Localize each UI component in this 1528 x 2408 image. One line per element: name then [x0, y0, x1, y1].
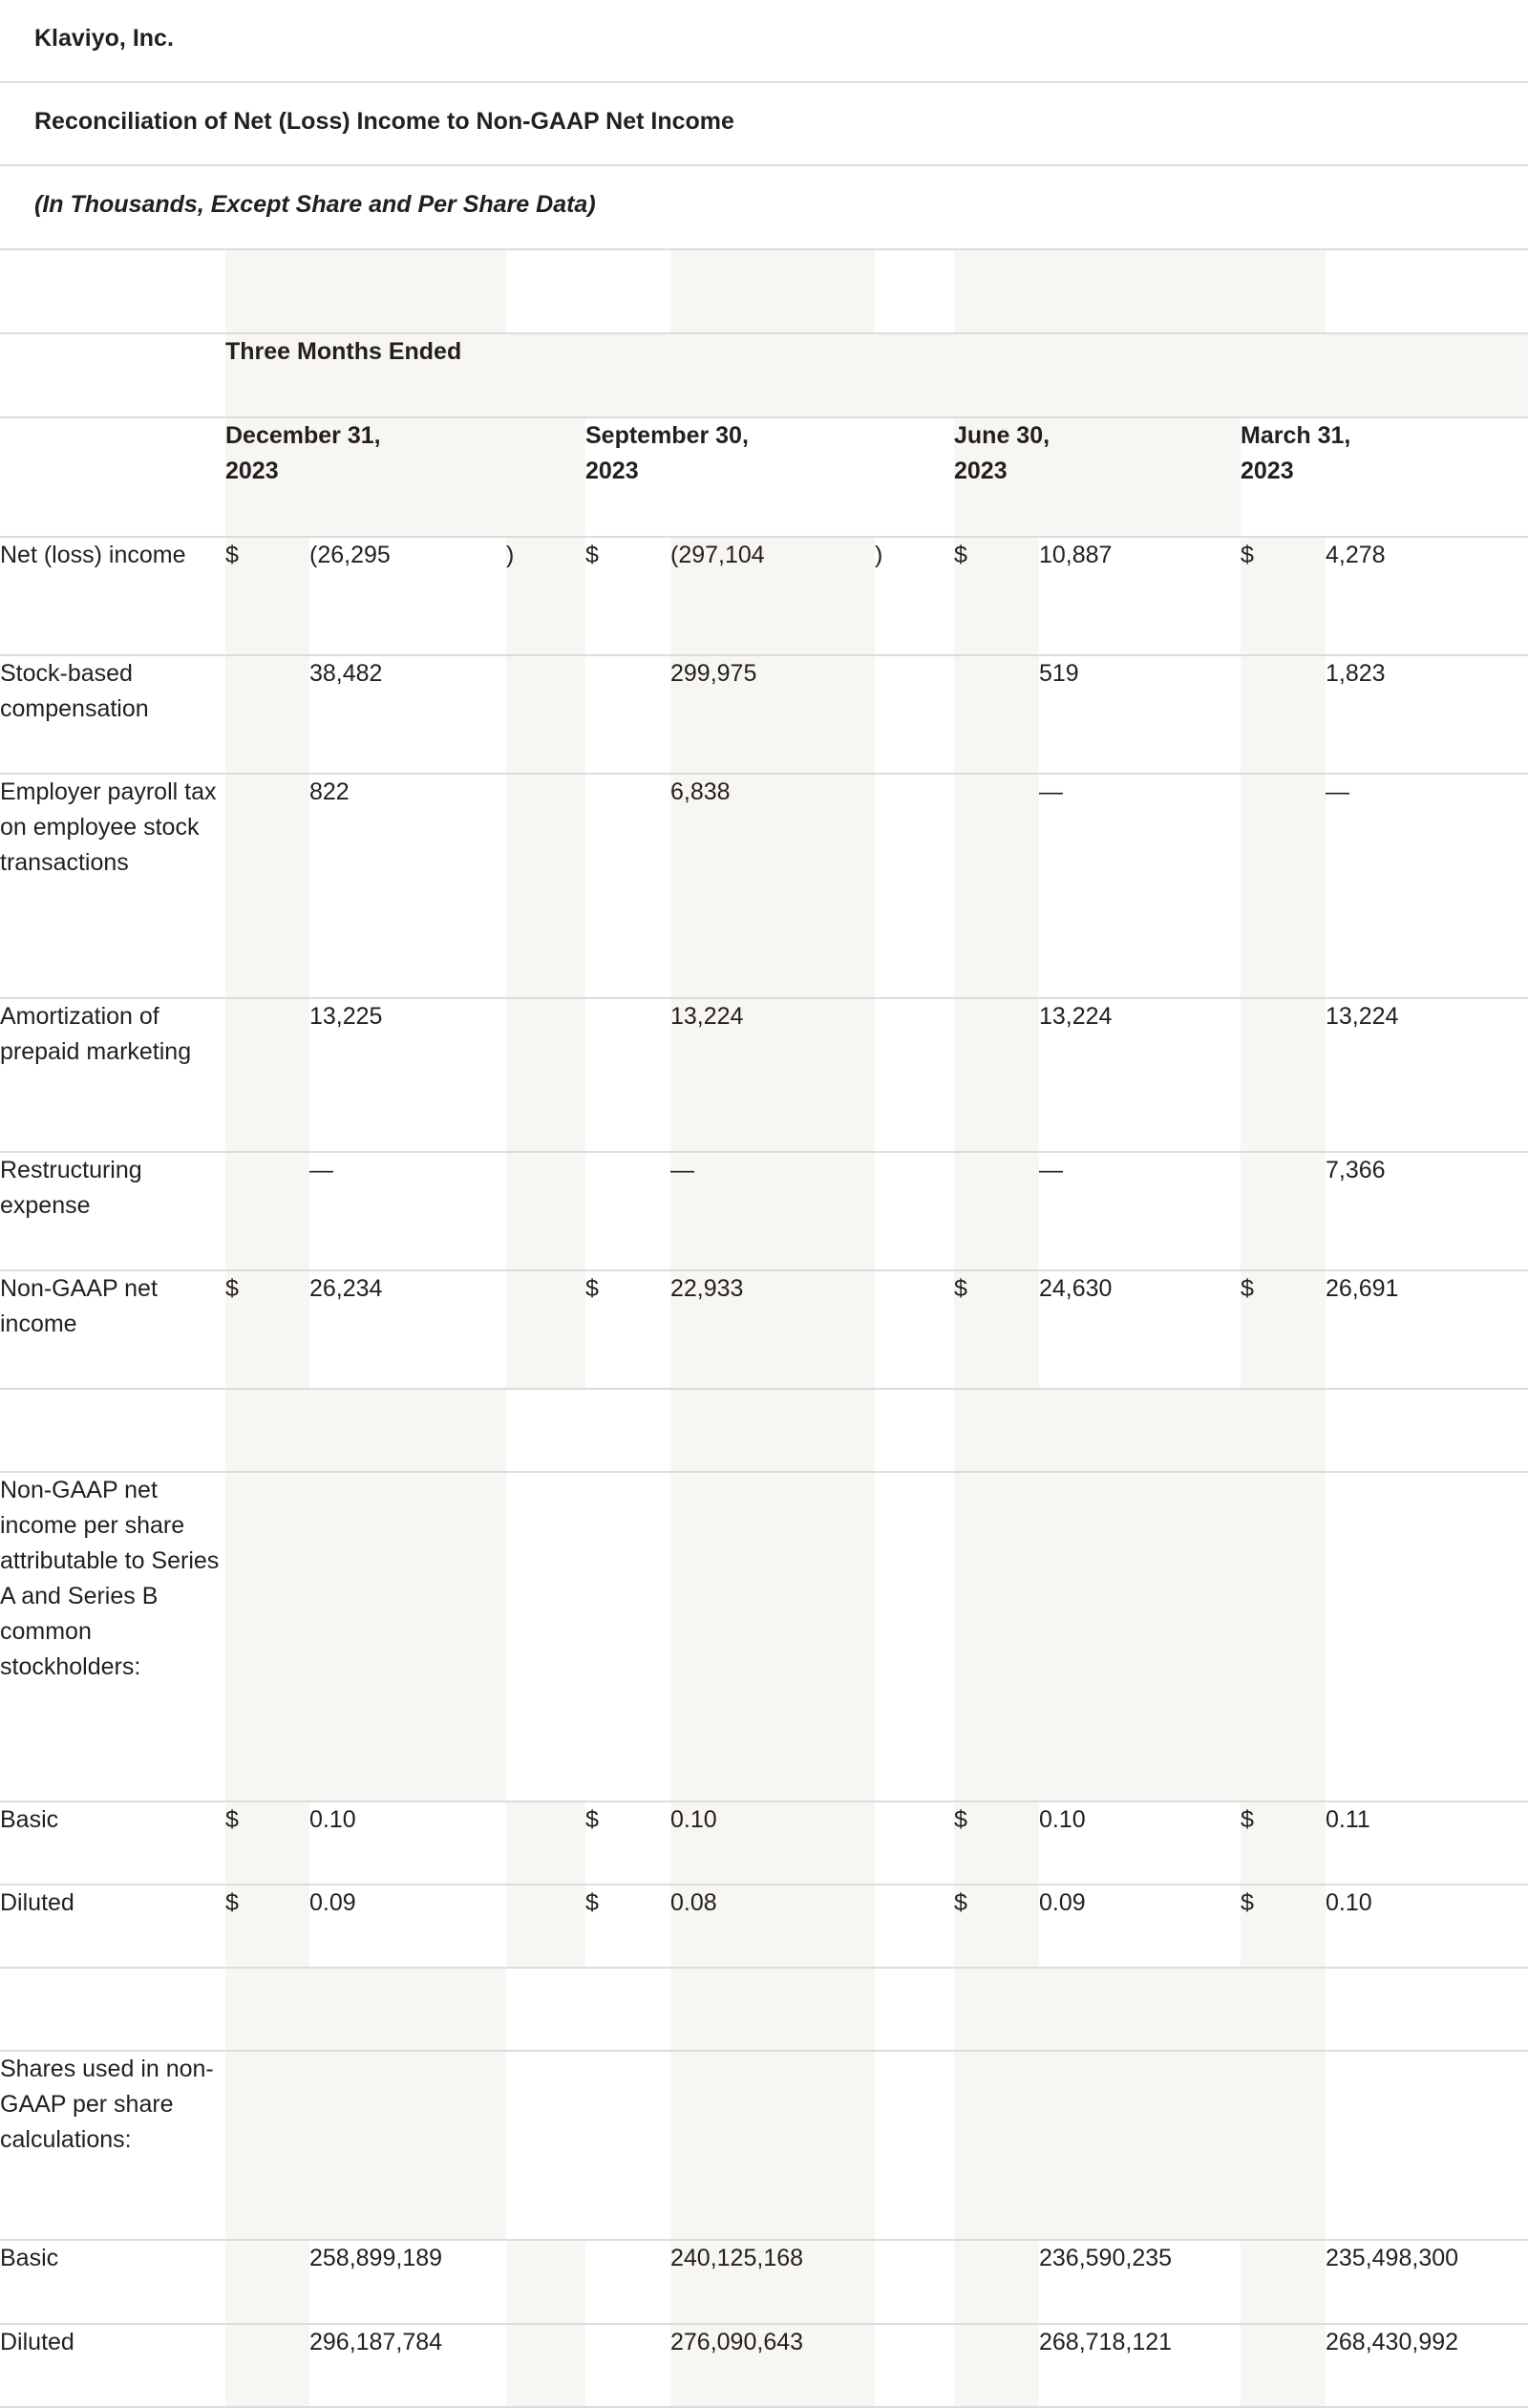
cell-value: 0.10	[309, 1801, 506, 1885]
currency-symbol	[1241, 2240, 1326, 2324]
spacer-cell	[1039, 2051, 1241, 2240]
currency-symbol: $	[1241, 1885, 1326, 1968]
spacer-cell	[875, 250, 954, 333]
spacer-cell	[225, 250, 309, 333]
spacer-cell	[309, 1472, 506, 1801]
table-row-shares-diluted	[0, 2324, 1528, 2407]
table-row-eps-diluted	[0, 1885, 1528, 1968]
currency-symbol: $	[1241, 1270, 1326, 1389]
spacer-cell	[1326, 1389, 1528, 1472]
cell-value: 13,224	[1039, 998, 1241, 1152]
group-header-row	[0, 333, 1528, 417]
spacer-row	[0, 1968, 1528, 2051]
section-label: Non-GAAP net income per share attributable to Series A and Series B common stockholders:	[0, 1472, 225, 1801]
currency-symbol: $	[585, 537, 670, 655]
cell-value: 13,225	[309, 998, 506, 1152]
currency-symbol: $	[585, 1270, 670, 1389]
column-header-mar-31-2023	[1241, 417, 1528, 537]
spacer-cell	[1039, 1968, 1241, 2051]
currency-symbol: $	[585, 1885, 670, 1968]
currency-symbol	[1241, 1152, 1326, 1270]
cell-value: 0.09	[309, 1885, 506, 1968]
spacer-cell	[954, 250, 1039, 333]
cell-value: 10,887	[1039, 537, 1241, 655]
table-row-restructuring	[0, 1152, 1528, 1270]
currency-symbol	[954, 2240, 1039, 2324]
currency-symbol	[225, 655, 309, 774]
cell-value: —	[1039, 1152, 1241, 1270]
currency-symbol	[954, 774, 1039, 998]
cell-value: —	[1039, 774, 1241, 998]
spacer-cell	[1241, 1389, 1326, 1472]
spacer-cell	[309, 2051, 506, 2240]
column-header-line2: 2023	[1241, 458, 1294, 484]
company-header	[0, 0, 1528, 83]
currency-symbol: $	[954, 537, 1039, 655]
currency-symbol	[1241, 2324, 1326, 2407]
closing-paren	[506, 2240, 585, 2324]
spacer-cell	[1326, 2051, 1528, 2240]
corner-cell	[0, 333, 225, 417]
currency-symbol	[585, 2324, 670, 2407]
closing-paren: )	[506, 537, 585, 655]
report-subtitle: (In Thousands, Except Share and Per Share Data)	[34, 191, 596, 218]
column-header-dec-31-2023	[225, 417, 585, 537]
currency-symbol	[954, 655, 1039, 774]
closing-paren	[875, 2240, 954, 2324]
cell-value: 13,224	[1326, 998, 1528, 1152]
currency-symbol: $	[954, 1885, 1039, 1968]
reconciliation-table	[0, 250, 1528, 2408]
cell-value: 299,975	[670, 655, 875, 774]
cell-value: 235,498,300	[1326, 2240, 1528, 2324]
spacer-cell	[585, 1968, 670, 2051]
currency-symbol: $	[225, 537, 309, 655]
spacer-cell	[506, 1389, 585, 1472]
spacer-cell	[1039, 1472, 1241, 1801]
row-label: Net (loss) income	[0, 537, 225, 655]
cell-value: 1,823	[1326, 655, 1528, 774]
column-header-line1: March 31,	[1241, 422, 1351, 449]
cell-value: 268,718,121	[1039, 2324, 1241, 2407]
currency-symbol	[225, 2240, 309, 2324]
currency-symbol	[225, 774, 309, 998]
spacer-cell	[506, 250, 585, 333]
closing-paren	[506, 1801, 585, 1885]
spacer-cell	[1241, 2051, 1326, 2240]
row-label: Diluted	[0, 1885, 225, 1968]
closing-paren	[506, 655, 585, 774]
spacer-cell	[309, 250, 506, 333]
row-label: Restructuring expense	[0, 1152, 225, 1270]
table-row-eps-basic	[0, 1801, 1528, 1885]
spacer-cell	[585, 1472, 670, 1801]
currency-symbol: $	[954, 1270, 1039, 1389]
spacer-cell	[1039, 250, 1241, 333]
spacer-cell	[670, 250, 875, 333]
row-label: Diluted	[0, 2324, 225, 2407]
closing-paren	[875, 1885, 954, 1968]
subtitle-header	[0, 166, 1528, 250]
spacer-cell	[506, 2051, 585, 2240]
column-header-sep-30-2023	[585, 417, 954, 537]
cell-value: (297,104	[670, 537, 875, 655]
spacer-cell	[1241, 250, 1326, 333]
closing-paren	[506, 998, 585, 1152]
currency-symbol	[585, 1152, 670, 1270]
spacer-cell	[0, 1968, 225, 2051]
cell-value: 236,590,235	[1039, 2240, 1241, 2324]
spacer-cell	[225, 1389, 309, 1472]
table-row-amortization	[0, 998, 1528, 1152]
spacer-cell	[670, 1472, 875, 1801]
column-header-row	[0, 417, 1528, 537]
cell-value: 0.10	[670, 1801, 875, 1885]
spacer-cell	[585, 2051, 670, 2240]
currency-symbol: $	[954, 1801, 1039, 1885]
currency-symbol	[225, 2324, 309, 2407]
spacer-cell	[225, 2051, 309, 2240]
cell-value: 6,838	[670, 774, 875, 998]
cell-value: 0.10	[1039, 1801, 1241, 1885]
row-label: Amortization of prepaid marketing	[0, 998, 225, 1152]
column-header-line2: 2023	[585, 458, 639, 484]
title-header	[0, 83, 1528, 166]
section-row-per-share-section	[0, 1472, 1528, 1801]
spacer-cell	[225, 1472, 309, 1801]
closing-paren	[875, 1801, 954, 1885]
spacer-cell	[954, 1968, 1039, 2051]
spacer-cell	[1241, 1968, 1326, 2051]
currency-symbol: $	[225, 1885, 309, 1968]
spacer-cell	[585, 250, 670, 333]
row-label: Basic	[0, 2240, 225, 2324]
currency-symbol: $	[585, 1801, 670, 1885]
closing-paren: )	[875, 537, 954, 655]
cell-value: 0.09	[1039, 1885, 1241, 1968]
cell-value: 38,482	[309, 655, 506, 774]
closing-paren	[875, 998, 954, 1152]
cell-value: 296,187,784	[309, 2324, 506, 2407]
section-row-shares-section	[0, 2051, 1528, 2240]
spacer-cell	[670, 2051, 875, 2240]
spacer-cell	[1326, 1968, 1528, 2051]
table-row-payroll-tax	[0, 774, 1528, 998]
cell-value: 26,234	[309, 1270, 506, 1389]
spacer-cell	[875, 2051, 954, 2240]
column-header-jun-30-2023	[954, 417, 1241, 537]
group-header: Three Months Ended	[225, 333, 1528, 417]
spacer-cell	[875, 1389, 954, 1472]
table-row-stock-based-comp	[0, 655, 1528, 774]
spacer-cell	[309, 1968, 506, 2051]
currency-symbol: $	[1241, 537, 1326, 655]
table-row-non-gaap-net-income	[0, 1270, 1528, 1389]
column-header-line1: September 30,	[585, 422, 749, 449]
spacer-cell	[506, 1968, 585, 2051]
section-label: Shares used in non-GAAP per share calculations:	[0, 2051, 225, 2240]
currency-symbol	[954, 2324, 1039, 2407]
cell-value: —	[309, 1152, 506, 1270]
currency-symbol	[1241, 655, 1326, 774]
spacer-cell	[0, 250, 225, 333]
table-row-shares-basic	[0, 2240, 1528, 2324]
spacer-row	[0, 250, 1528, 333]
closing-paren	[875, 2324, 954, 2407]
closing-paren	[506, 1152, 585, 1270]
column-header-line2: 2023	[225, 458, 279, 484]
cell-value: 24,630	[1039, 1270, 1241, 1389]
row-label: Basic	[0, 1801, 225, 1885]
spacer-row	[0, 1389, 1528, 1472]
cell-value: 26,691	[1326, 1270, 1528, 1389]
cell-value: 13,224	[670, 998, 875, 1152]
row-label: Stock-based compensation	[0, 655, 225, 774]
spacer-cell	[875, 1968, 954, 2051]
currency-symbol	[225, 998, 309, 1152]
spacer-cell	[0, 1389, 225, 1472]
currency-symbol	[1241, 998, 1326, 1152]
corner-cell	[0, 417, 225, 537]
cell-value: 268,430,992	[1326, 2324, 1528, 2407]
closing-paren	[506, 2324, 585, 2407]
column-header-line1: June 30,	[954, 422, 1050, 449]
currency-symbol	[585, 655, 670, 774]
spacer-cell	[954, 1472, 1039, 1801]
currency-symbol: $	[225, 1270, 309, 1389]
closing-paren	[875, 1270, 954, 1389]
row-label: Employer payroll tax on employee stock transactions	[0, 774, 225, 998]
spacer-cell	[1039, 1389, 1241, 1472]
cell-value: 0.11	[1326, 1801, 1528, 1885]
spacer-cell	[954, 2051, 1039, 2240]
spacer-cell	[1326, 250, 1528, 333]
cell-value: —	[670, 1152, 875, 1270]
cell-value: 0.08	[670, 1885, 875, 1968]
closing-paren	[506, 1885, 585, 1968]
cell-value: 22,933	[670, 1270, 875, 1389]
currency-symbol	[585, 774, 670, 998]
currency-symbol: $	[225, 1801, 309, 1885]
cell-value: 519	[1039, 655, 1241, 774]
currency-symbol	[585, 2240, 670, 2324]
spacer-cell	[1326, 1472, 1528, 1801]
cell-value: 258,899,189	[309, 2240, 506, 2324]
closing-paren	[875, 655, 954, 774]
spacer-cell	[1241, 1472, 1326, 1801]
cell-value: 822	[309, 774, 506, 998]
currency-symbol	[954, 1152, 1039, 1270]
spacer-cell	[954, 1389, 1039, 1472]
closing-paren	[875, 774, 954, 998]
column-header-line1: December 31,	[225, 422, 381, 449]
cell-value: 4,278	[1326, 537, 1528, 655]
row-label: Non-GAAP net income	[0, 1270, 225, 1389]
spacer-cell	[875, 1472, 954, 1801]
spacer-cell	[225, 1968, 309, 2051]
table-row-net-loss-income	[0, 537, 1528, 655]
closing-paren	[506, 774, 585, 998]
currency-symbol	[225, 1152, 309, 1270]
spacer-cell	[585, 1389, 670, 1472]
spacer-cell	[670, 1968, 875, 2051]
cell-value: 240,125,168	[670, 2240, 875, 2324]
currency-symbol	[585, 998, 670, 1152]
closing-paren	[506, 1270, 585, 1389]
cell-value: —	[1326, 774, 1528, 998]
spacer-cell	[506, 1472, 585, 1801]
currency-symbol	[954, 998, 1039, 1152]
cell-value: 0.10	[1326, 1885, 1528, 1968]
cell-value: 7,366	[1326, 1152, 1528, 1270]
report-title: Reconciliation of Net (Loss) Income to Non-GAAP Net Income	[34, 108, 734, 135]
company-name: Klaviyo, Inc.	[34, 25, 174, 52]
column-header-line2: 2023	[954, 458, 1008, 484]
currency-symbol	[1241, 774, 1326, 998]
closing-paren	[875, 1152, 954, 1270]
cell-value: (26,295	[309, 537, 506, 655]
cell-value: 276,090,643	[670, 2324, 875, 2407]
spacer-cell	[670, 1389, 875, 1472]
currency-symbol: $	[1241, 1801, 1326, 1885]
spacer-cell	[309, 1389, 506, 1472]
